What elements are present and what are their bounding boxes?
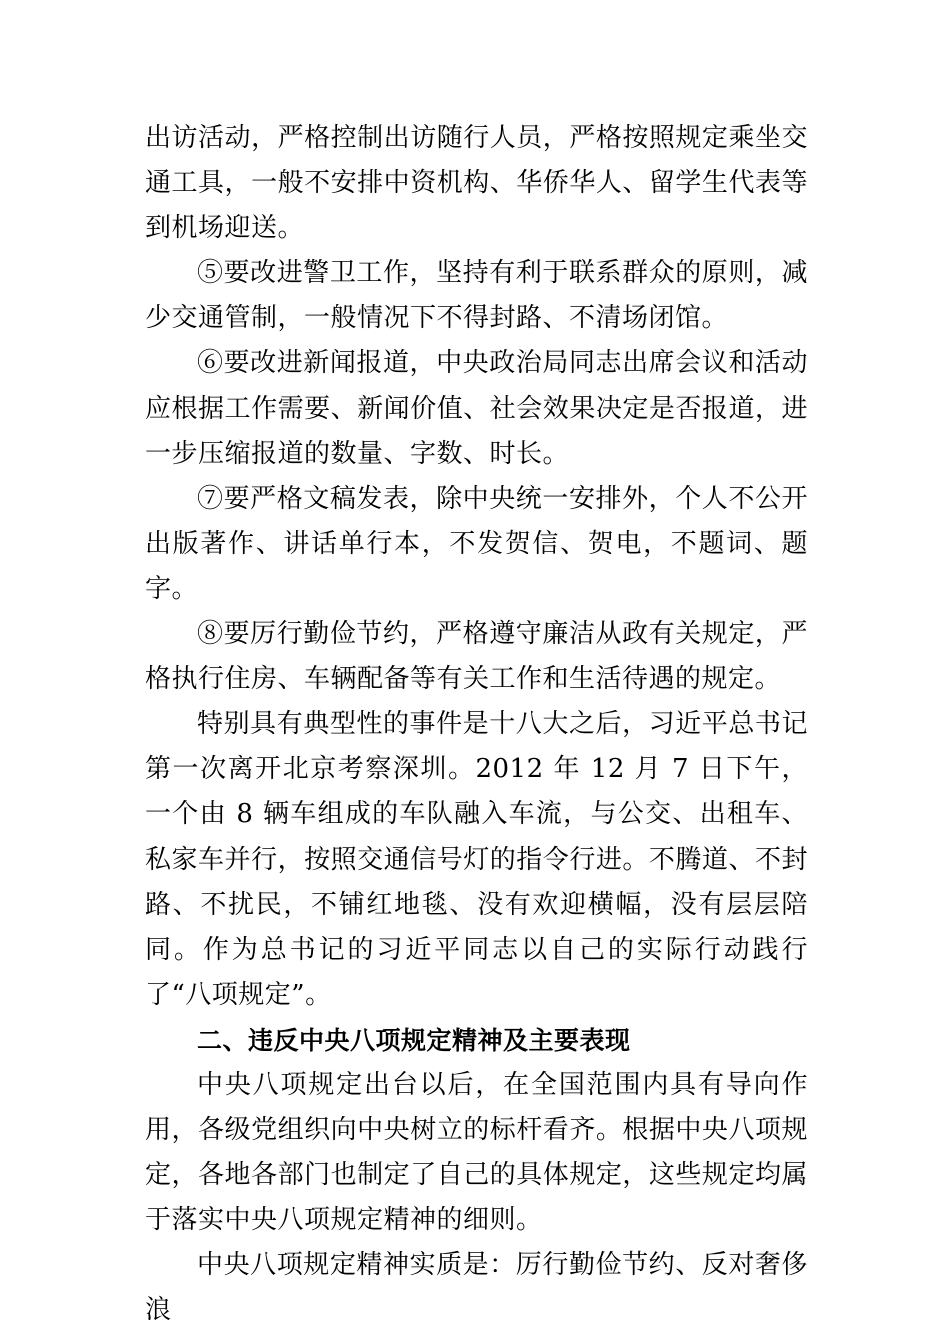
document-body <box>145 116 808 1334</box>
paragraph-essence: 中央八项规定精神实质是：厉行勤俭节约、反对奢侈浪 <box>145 1250 808 1326</box>
paragraph-item-8: ⑧要厉行勤俭节约，严格遵守廉洁从政有关规定，严格执行住房、车辆配备等有关工作和生活待遇的规定。 <box>145 619 808 695</box>
paragraph-item-5: ⑤要改进警卫工作，坚持有利于联系群众的原则，减少交通管制，一般情况下不得封路、不清场闭馆。 <box>145 258 808 334</box>
paragraph-continued: 出访活动，严格控制出访随行人员，严格按照规定乘坐交通工具，一般不安排中资机构、华侨华人、留学生代表等到机场迎送。 <box>145 123 808 244</box>
paragraph-shenzhen-example: 特别具有典型性的事件是十八大之后，习近平总书记第一次离开北京考察深圳。2012 年 12 月 7 日下午，一个由 8 辆车组成的车队融入车流，与公交、出租车、私家车并行，按照交通信号灯的指令行进。不腾道、不封路、不扰民，不铺红地毯、没有欢迎横幅，没有层层陪同。作为总书记的习近平同志以自己的实际行动践行了“八项规定”。 <box>145 709 808 1010</box>
paragraph-item-7: ⑦要严格文稿发表，除中央统一安排外，个人不公开出版著作、讲话单行本，不发贺信、贺电，不题词、题字。 <box>145 483 808 604</box>
paragraph-guidance: 中央八项规定出台以后，在全国范围内具有导向作用，各级党组织向中央树立的标杆看齐。根据中央八项规定，各地各部门也制定了自己的具体规定，这些规定均属于落实中央八项规定精神的细则。 <box>145 1069 808 1236</box>
paragraph-item-6: ⑥要改进新闻报道，中央政治局同志出席会议和活动应根据工作需要、新闻价值、社会效果决定是否报道，进一步压缩报道的数量、字数、时长。 <box>145 348 808 469</box>
section-heading: 二、违反中央八项规定精神及主要表现 <box>197 1025 631 1055</box>
